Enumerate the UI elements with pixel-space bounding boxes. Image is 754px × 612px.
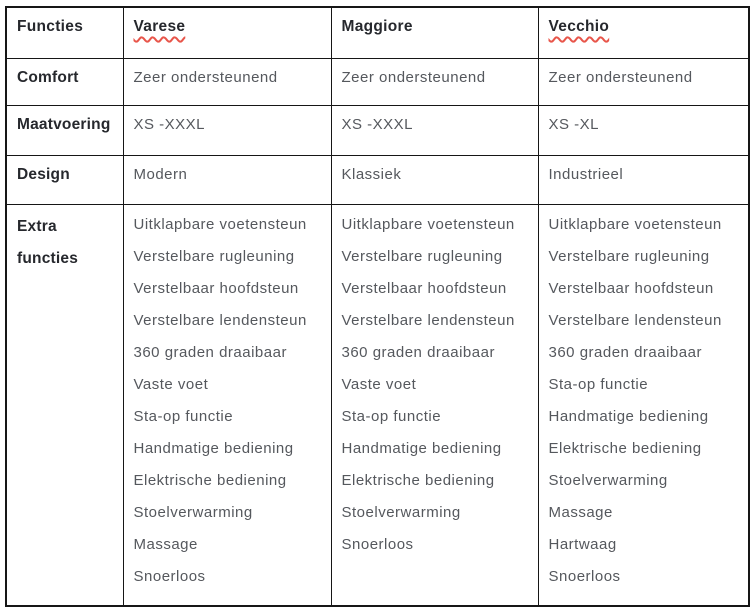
feature-item: Stoelverwarming — [133, 503, 253, 521]
feature-item: Verstelbaar hoofdsteun — [548, 279, 714, 297]
feature-item: Verstelbare lendensteun — [548, 311, 722, 329]
feature-item: Handmatige bediening — [341, 439, 502, 457]
feature-item: Stoelverwarming — [341, 503, 461, 521]
feature-item: Sta-op functie — [133, 407, 234, 425]
feature-item: Massage — [133, 535, 198, 553]
feature-item: Elektrische bediening — [341, 471, 495, 489]
feature-item: Stoelverwarming — [548, 471, 668, 489]
row-design — [6, 155, 749, 204]
feature-item: Handmatige bediening — [548, 407, 709, 425]
feature-item: Sta-op functie — [341, 407, 442, 425]
cell-comfort-varese: Zeer ondersteunend — [123, 58, 331, 105]
cell-design-vecchio: Industrieel — [538, 155, 749, 204]
feature-item: Verstelbare rugleuning — [133, 247, 295, 265]
feature-item: Verstelbaar hoofdsteun — [341, 279, 507, 297]
feature-item: Verstelbaar hoofdsteun — [133, 279, 299, 297]
cell-design-varese: Modern — [123, 155, 331, 204]
cell-maatvoering-varese: XS -XXXL — [123, 105, 331, 155]
feature-item: Vaste voet — [341, 375, 417, 393]
header-cell-maggiore — [331, 7, 538, 58]
cell-comfort-maggiore: Zeer ondersteunend — [331, 58, 538, 105]
feature-item: Handmatige bediening — [133, 439, 294, 457]
cell-comfort-vecchio: Zeer ondersteunend — [538, 58, 749, 105]
cell-extra-vecchio — [538, 204, 749, 606]
feature-item: Elektrische bediening — [548, 439, 702, 457]
header-cell-functies — [6, 7, 123, 58]
cell-extra-maggiore — [331, 204, 538, 606]
extra-functies-label: Extra functies — [17, 217, 79, 267]
feature-item: Massage — [548, 503, 613, 521]
header-cell-vecchio — [538, 7, 749, 58]
feature-item: Vaste voet — [133, 375, 209, 393]
feature-item: Verstelbare rugleuning — [548, 247, 710, 265]
row-label-design: Design — [6, 155, 123, 204]
feature-item: Snoerloos — [341, 535, 414, 553]
comparison-table — [5, 6, 750, 607]
row-label-extra-functies — [6, 204, 123, 606]
feature-item: Sta-op functie — [548, 375, 649, 393]
feature-item: 360 graden draaibaar — [341, 343, 495, 361]
feature-item: Verstelbare lendensteun — [133, 311, 307, 329]
cell-design-maggiore: Klassiek — [331, 155, 538, 204]
feature-item: Uitklapbare voetensteun — [133, 215, 307, 233]
header-label-varese-spellcheck-underline: Varese — [133, 18, 186, 35]
row-extra-functies — [6, 204, 749, 606]
feature-item: 360 graden draaibaar — [548, 343, 702, 361]
header-label-vecchio-spellcheck-underline: Vecchio — [548, 18, 610, 35]
feature-item: Uitklapbare voetensteun — [341, 215, 515, 233]
feature-item: Elektrische bediening — [133, 471, 287, 489]
header-label-maggiore: Maggiore — [341, 18, 413, 35]
feature-item: Hartwaag — [548, 535, 617, 553]
row-comfort — [6, 58, 749, 105]
row-label-comfort: Comfort — [6, 58, 123, 105]
cell-maatvoering-vecchio: XS -XL — [538, 105, 749, 155]
feature-item: Snoerloos — [133, 567, 206, 585]
row-maatvoering — [6, 105, 749, 155]
header-row — [6, 7, 749, 58]
header-label-functies: Functies — [17, 18, 84, 35]
feature-item: 360 graden draaibaar — [133, 343, 287, 361]
cell-extra-varese — [123, 204, 331, 606]
feature-item: Uitklapbare voetensteun — [548, 215, 722, 233]
feature-item: Verstelbare rugleuning — [341, 247, 503, 265]
feature-item: Verstelbare lendensteun — [341, 311, 515, 329]
row-label-maatvoering: Maatvoering — [6, 105, 123, 155]
cell-maatvoering-maggiore: XS -XXXL — [331, 105, 538, 155]
header-cell-varese — [123, 7, 331, 58]
feature-item: Snoerloos — [548, 567, 621, 585]
